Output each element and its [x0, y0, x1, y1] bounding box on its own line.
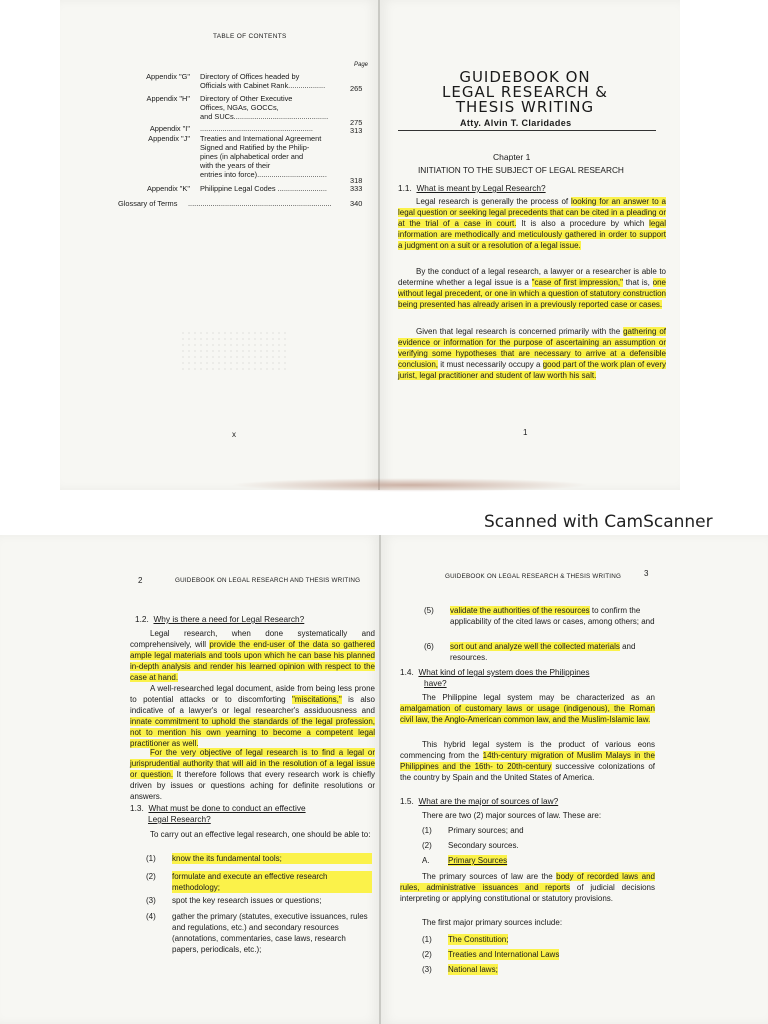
highlighted-text: body of recorded laws and rules, administrative issuances and reports: [400, 872, 655, 892]
section-1-2: [135, 614, 304, 624]
section-question: What must be done to conduct an effective: [148, 803, 306, 813]
toc-entry-label: Glossary of Terms: [118, 199, 178, 208]
list-item-number: (4): [146, 912, 156, 921]
toc-description-line: Offices, NGAs, GOCCs,: [200, 103, 279, 112]
text-run: A well-researched legal document, aside from being less prone to potential attacks or to discomforting: [130, 684, 375, 704]
list-item-text: know the its fundamental tools;: [172, 853, 372, 864]
book-title-line: THESIS WRITING: [455, 98, 595, 116]
list-item-number: (1): [146, 854, 156, 863]
highlighted-text: "case of first impression,": [531, 278, 623, 287]
paragraph: [130, 683, 375, 749]
highlighted-text: innate commitment to uphold the standards of the legal profession, not to mention his own yearning to become a competent legal practitioner as well.: [130, 717, 375, 748]
spine-crease: [379, 535, 381, 1024]
title-rule: [398, 130, 656, 131]
paragraph: [398, 266, 666, 310]
toc-page-number: 333: [350, 184, 363, 193]
section-number: 1.1.: [398, 183, 412, 193]
section-1-4: [400, 667, 590, 677]
section-question: have?: [424, 678, 447, 688]
camscanner-watermark: Scanned with CamScanner: [484, 512, 713, 532]
highlighted-text: validate the authorities of the resources: [450, 606, 590, 615]
section-number: 1.2.: [135, 614, 149, 624]
toc-description-line: and SUCs..............................................: [200, 112, 329, 121]
toc-entry-description: [200, 134, 340, 179]
paragraph: [400, 739, 655, 783]
running-header: GUIDEBOOK ON LEGAL RESEARCH & THESIS WRITING: [445, 573, 622, 580]
highlighted-text: legal information are methodically and meticulously gathered in order to support a judgment on a suit or a resolution of a legal issue.: [398, 219, 666, 250]
paragraph: [130, 747, 375, 802]
running-header: GUIDEBOOK ON LEGAL RESEARCH AND THESIS WRITING: [175, 577, 361, 584]
toc-page-number: 265: [350, 84, 363, 93]
toc-footer-page: x: [232, 430, 236, 439]
section-1-4-cont: [424, 678, 447, 688]
section-question: What is meant by Legal Research?: [416, 183, 546, 193]
toc-entry-label: Appendix "I": [149, 124, 190, 133]
paragraph: There are two (2) major sources of law. These are:: [422, 811, 602, 820]
highlighted-text: good part of the work plan of every jurist, legal practitioner and student of law worth his salt.: [398, 360, 666, 380]
list-item-number: (5): [424, 606, 434, 615]
toc-description-line: Signed and Ratified by the Philip-: [200, 143, 310, 152]
list-item-text: Treaties and International Laws: [448, 950, 560, 959]
text-run: It therefore follows that every research work is chiefly driven by issues or questions aching for definite resolutions or answers.: [130, 770, 375, 801]
text-run: By the conduct of a legal research, a lawyer or a researcher is able to determine whether a legal issue is a: [398, 267, 666, 287]
scan-smudge: [230, 478, 590, 492]
list-item-text: spot the key research issues or questions;: [172, 896, 322, 905]
toc-description-line: Directory of Offices headed by: [200, 72, 300, 81]
list-item-number: (6): [424, 642, 434, 651]
text-run: successive colonizations of the country by Spain and the United States of America.: [400, 762, 655, 782]
paragraph: The first major primary sources include:: [422, 918, 563, 927]
toc-description-line: Directory of Other Executive: [200, 94, 293, 103]
page-number: 3: [644, 569, 649, 578]
toc-entry-description: [200, 184, 340, 193]
list-item-text: formulate and execute an effective research methodology;: [172, 871, 372, 893]
toc-page-number: 318: [350, 176, 363, 185]
highlighted-text: sort out and analyze well the collected materials: [450, 642, 620, 651]
toc-description-line: .......................................................: [200, 124, 313, 133]
text-run: The Philippine legal system may be characterized as an: [422, 693, 655, 702]
toc-description-line: ......................................................................: [188, 199, 332, 208]
book-title: [405, 70, 645, 115]
list-item-number: (2): [422, 841, 432, 850]
list-item-text: [450, 641, 656, 663]
toc-entry-label: Appendix "K": [146, 184, 190, 193]
text-run: of judicial decisions interpreting or applying constitutional or statutory provisions.: [400, 883, 656, 903]
section-1-3-cont: [148, 814, 211, 824]
toc-description-line: pines (in alphabetical order and: [200, 152, 304, 161]
toc-entry-label: Appendix "G": [146, 72, 190, 81]
subheading-letter: A.: [422, 856, 430, 865]
list-item-number: (3): [422, 965, 432, 974]
text-run: The primary sources of law are the: [422, 872, 557, 881]
toc-page-header: Page: [354, 62, 369, 68]
section-1-5: [400, 796, 558, 806]
list-item-number: (2): [422, 950, 432, 959]
top-spread: [0, 0, 768, 490]
section-question: Legal Research?: [148, 814, 211, 824]
page-number: 1: [523, 428, 528, 437]
paragraph: [398, 326, 666, 381]
highlighted-text: "miscitations,": [292, 695, 342, 704]
paragraph: [130, 628, 375, 683]
text-run: to confirm the applicability of the cited laws or cases, among others; and: [450, 606, 655, 626]
section-question: What are the major of sources of law?: [418, 796, 559, 806]
text-run: it must necessarily occupy a: [438, 360, 543, 369]
toc-description-line: Officials with Cabinet Rank..................: [200, 81, 326, 90]
list-item-text: [450, 605, 656, 627]
toc-entry-description: [200, 72, 340, 90]
highlighted-text: amalgamation of customary laws or usage (indigenous), the Roman civil law, the Anglo-American common law, and the Muslim-Islamic law.: [400, 704, 655, 724]
paragraph: [400, 871, 655, 904]
book-title-line: LEGAL RESEARCH &: [442, 83, 608, 101]
section-number: 1.3.: [130, 803, 144, 813]
text-run: that is,: [623, 278, 653, 287]
toc-page-number: 275: [350, 118, 363, 127]
list-item-text: Secondary sources.: [448, 841, 519, 850]
highlighted-text: gathering of evidence or information for the purpose of ascertaining an assumption or verifying some hypotheses that are necessary to arrive at a defensible conclusion,: [398, 327, 666, 369]
author: Atty. Alvin T. Claridades: [460, 118, 572, 128]
toc-page-number: 340: [350, 199, 363, 208]
list-item-number: (2): [146, 872, 156, 881]
text-run: Legal research is generally the process of: [416, 197, 572, 206]
text-run: Legal research, when done systematically and comprehensively, will: [130, 629, 375, 649]
text-run: This hybrid legal system is the product of various eons commencing from the: [400, 740, 655, 760]
toc-entry-label: Appendix "H": [146, 94, 190, 103]
list-item-text: Primary sources; and: [448, 826, 524, 835]
toc-page-number: 313: [350, 126, 363, 135]
chapter-title: INITIATION TO THE SUBJECT OF LEGAL RESEARCH: [418, 165, 624, 175]
book-title-line: GUIDEBOOK ON: [459, 68, 591, 86]
text-run: It is also a procedure by which: [516, 219, 650, 228]
list-item-text: The Constitution;: [448, 935, 509, 944]
highlighted-text: one without legal precedent, or one in which a question of statutory construction being presented has already arisen in a previously reported case or cases.: [398, 278, 666, 309]
toc-description-line: entries into force)..................................: [200, 170, 327, 179]
section-1-3: [130, 803, 306, 813]
paragraph: [398, 196, 666, 251]
page-number: 2: [138, 576, 143, 585]
toc-entry-label: Appendix "J": [148, 134, 190, 143]
list-item-number: (1): [422, 826, 432, 835]
toc-title: TABLE OF CONTENTS: [213, 33, 287, 40]
list-item-text: gather the primary (statutes, executive issuances, rules and regulations, etc.) and secondary resources (annotations, commentaries, case laws, research papers, periodicals, etc.);: [172, 912, 368, 954]
toc-description-line: Treaties and International Agreement: [200, 134, 322, 143]
spine-crease: [378, 0, 380, 490]
list-item-text: National laws;: [448, 965, 498, 974]
bottom-spread: [0, 535, 768, 1024]
list-item-number: (1): [422, 935, 432, 944]
highlighted-text: 14th-century migration of Muslim Malays in the Philippines and the 16th- to 20th-century: [400, 751, 655, 771]
toc-entry-description: [200, 94, 340, 121]
text-run: is also indicative of a lawyer's or legal researcher's assiduousness and: [130, 695, 375, 715]
scan-speckle: [180, 330, 290, 370]
section-question: What kind of legal system does the Philippines: [418, 667, 590, 677]
section-question: Why is there a need for Legal Research?: [153, 614, 305, 624]
chapter-number: Chapter 1: [493, 152, 531, 162]
section-1-1: [398, 183, 546, 193]
toc-entry-description: [200, 124, 340, 133]
highlighted-text: provide the end-user of the data so gathered ample legal materials and tools upon which he can base his planned in-depth analysis and render his learned opinion with respect to the case at hand.: [130, 640, 376, 682]
paragraph: [400, 692, 655, 725]
section-number: 1.5.: [400, 796, 414, 806]
text-run: Given that legal research is concerned primarily with the: [416, 327, 624, 336]
toc-description-line: with the years of their: [200, 161, 271, 170]
highlighted-text: looking for an answer to a legal question or seeking legal precedents that can be cited in a pleading or at the trial of a case in court.: [398, 197, 667, 228]
list-item-number: (3): [146, 896, 156, 905]
toc-description-line: Philippine Legal Codes ........................: [200, 184, 327, 193]
section-number: 1.4.: [400, 667, 414, 677]
highlighted-text: For the very objective of legal research is to find a legal or jurisprudential authority that will aid in the resolution of a legal issue or question.: [130, 748, 375, 779]
subheading-text: Primary Sources: [448, 856, 508, 865]
text-run: and resources.: [450, 642, 636, 662]
paragraph: To carry out an effective legal research, one should be able to:: [150, 830, 371, 839]
toc-entry-description: [188, 199, 338, 208]
